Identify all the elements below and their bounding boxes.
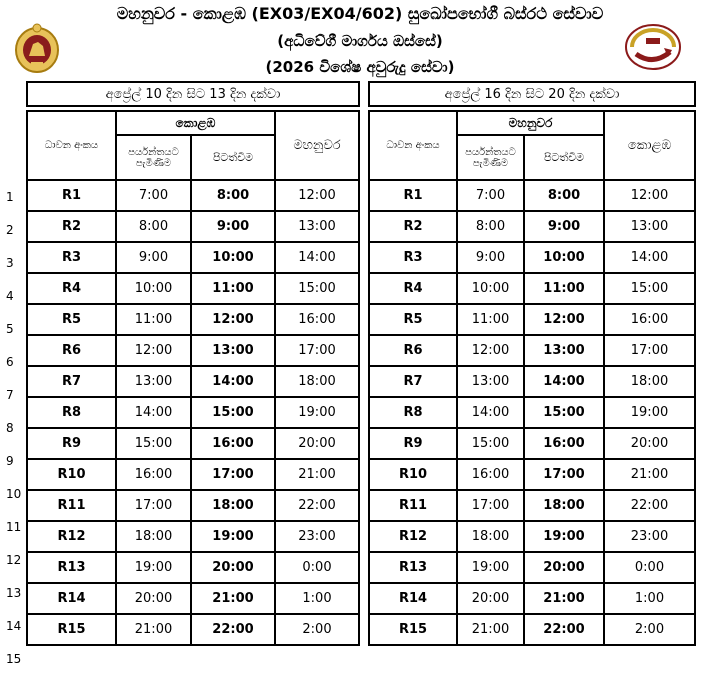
- departure-time-cell: 13:00: [191, 335, 275, 366]
- row-number: 3: [6, 256, 14, 270]
- destination-time-cell: 0:00: [275, 552, 359, 583]
- departure-time-cell: 19:00: [524, 521, 604, 552]
- departure-time-cell: 17:00: [191, 459, 275, 490]
- table-row: [369, 490, 695, 521]
- table-row: [369, 273, 695, 304]
- departure-time-cell: 22:00: [524, 614, 604, 645]
- departure-time-cell: 14:00: [191, 366, 275, 397]
- route-number-cell: R8: [27, 397, 116, 428]
- table-right-title: අප්‍රේල් 16 දින සිට 20 දින දක්වා: [369, 82, 695, 106]
- arrival-time-cell: 19:00: [116, 552, 191, 583]
- departure-time-cell: 14:00: [524, 366, 604, 397]
- departure-time-cell: 10:00: [191, 242, 275, 273]
- row-number: 12: [6, 553, 22, 567]
- departure-time-cell: 18:00: [524, 490, 604, 521]
- destination-time-cell: 0:00: [604, 552, 695, 583]
- route-number-cell: R12: [369, 521, 457, 552]
- destination-time-cell: 12:00: [275, 180, 359, 211]
- row-number: 2: [6, 223, 14, 237]
- route-number-cell: R1: [369, 180, 457, 211]
- arrival-time-cell: 12:00: [457, 335, 524, 366]
- departure-time-cell: 16:00: [191, 428, 275, 459]
- destination-time-cell: 21:00: [275, 459, 359, 490]
- table-row: [369, 335, 695, 366]
- departure-time-cell: 10:00: [524, 242, 604, 273]
- row-number: 13: [6, 586, 22, 600]
- destination-time-cell: 17:00: [604, 335, 695, 366]
- departure-time-cell: 11:00: [524, 273, 604, 304]
- departure-time-cell: 8:00: [191, 180, 275, 211]
- table-left-title: අප්‍රේල් 10 දින සිට 13 දින දක්වා: [27, 82, 359, 106]
- arrival-time-cell: 13:00: [116, 366, 191, 397]
- table-row: [27, 273, 359, 304]
- table-row: [369, 397, 695, 428]
- departure-time-cell: 21:00: [524, 583, 604, 614]
- table-row: [27, 397, 359, 428]
- destination-time-cell: 16:00: [275, 304, 359, 335]
- ntc-logo-icon: [624, 22, 682, 72]
- arrival-time-cell: 21:00: [457, 614, 524, 645]
- destination-time-cell: 17:00: [275, 335, 359, 366]
- row-number: 15: [6, 652, 22, 666]
- row-number: 8: [6, 421, 14, 435]
- table-row: [27, 521, 359, 552]
- destination-time-cell: 1:00: [604, 583, 695, 614]
- table-row: [369, 459, 695, 490]
- departure-time-cell: 21:00: [191, 583, 275, 614]
- departure-time-cell: 20:00: [191, 552, 275, 583]
- table-row: [27, 490, 359, 521]
- row-number: 14: [6, 619, 22, 633]
- departure-time-cell: 16:00: [524, 428, 604, 459]
- arrival-time-cell: 20:00: [116, 583, 191, 614]
- schedule-table-right: [368, 81, 696, 646]
- departure-time-cell: 12:00: [191, 304, 275, 335]
- route-number-cell: R5: [369, 304, 457, 335]
- departure-time-cell: 20:00: [524, 552, 604, 583]
- route-number-cell: R2: [369, 211, 457, 242]
- destination-time-cell: 21:00: [604, 459, 695, 490]
- departure-time-cell: 9:00: [191, 211, 275, 242]
- table-row: [369, 521, 695, 552]
- destination-time-cell: 1:00: [275, 583, 359, 614]
- arrival-time-cell: 18:00: [116, 521, 191, 552]
- destination-time-cell: 14:00: [275, 242, 359, 273]
- route-number-cell: R10: [27, 459, 116, 490]
- route-number-cell: R1: [27, 180, 116, 211]
- departure-time-cell: 15:00: [191, 397, 275, 428]
- departure-time-cell: 9:00: [524, 211, 604, 242]
- route-number-cell: R9: [369, 428, 457, 459]
- departure-time-cell: 11:00: [191, 273, 275, 304]
- table-row: [27, 304, 359, 335]
- destination-time-cell: 18:00: [604, 366, 695, 397]
- route-number-cell: R11: [27, 490, 116, 521]
- table-row: [369, 428, 695, 459]
- arrival-time-cell: 17:00: [116, 490, 191, 521]
- arrival-time-cell: 11:00: [457, 304, 524, 335]
- route-number-cell: R6: [27, 335, 116, 366]
- destination-time-cell: 13:00: [275, 211, 359, 242]
- table-row: [27, 242, 359, 273]
- table-row: [369, 552, 695, 583]
- arrival-header: පර්යන්තයට පැමිණිම: [457, 135, 524, 180]
- arrival-time-cell: 9:00: [116, 242, 191, 273]
- arrival-time-cell: 19:00: [457, 552, 524, 583]
- departure-time-cell: 19:00: [191, 521, 275, 552]
- arrival-time-cell: 10:00: [457, 273, 524, 304]
- table-row: [27, 211, 359, 242]
- destination-time-cell: 20:00: [604, 428, 695, 459]
- route-number-cell: R13: [27, 552, 116, 583]
- route-number-cell: R14: [369, 583, 457, 614]
- departure-time-cell: 15:00: [524, 397, 604, 428]
- arrival-time-cell: 8:00: [457, 211, 524, 242]
- row-number: 5: [6, 322, 14, 336]
- table-row: [27, 335, 359, 366]
- arrival-time-cell: 16:00: [116, 459, 191, 490]
- departure-time-cell: 8:00: [524, 180, 604, 211]
- row-number: 1: [6, 190, 14, 204]
- route-number-cell: R7: [369, 366, 457, 397]
- destination-header: මහනුවර: [275, 111, 359, 180]
- page-subtitle: (අධිවේගී මාර්ගය ඔස්සේ): [277, 32, 443, 50]
- table-row: [27, 552, 359, 583]
- route-number-cell: R4: [369, 273, 457, 304]
- route-number-cell: R12: [27, 521, 116, 552]
- destination-time-cell: 18:00: [275, 366, 359, 397]
- row-number: 9: [6, 454, 14, 468]
- route-number-cell: R9: [27, 428, 116, 459]
- table-row: [27, 366, 359, 397]
- arrival-header: පර්යන්තයට පැමිණිම: [116, 135, 191, 180]
- destination-time-cell: 15:00: [604, 273, 695, 304]
- table-row: [369, 304, 695, 335]
- route-number-header: ධාවන අංකය: [369, 111, 457, 180]
- departure-time-cell: 22:00: [191, 614, 275, 645]
- arrival-time-cell: 7:00: [457, 180, 524, 211]
- departure-time-cell: 18:00: [191, 490, 275, 521]
- destination-time-cell: 20:00: [275, 428, 359, 459]
- destination-time-cell: 15:00: [275, 273, 359, 304]
- arrival-time-cell: 20:00: [457, 583, 524, 614]
- table-row: [369, 366, 695, 397]
- departure-time-cell: 12:00: [524, 304, 604, 335]
- row-number: 6: [6, 355, 14, 369]
- arrival-time-cell: 11:00: [116, 304, 191, 335]
- arrival-time-cell: 9:00: [457, 242, 524, 273]
- table-row: [27, 428, 359, 459]
- arrival-time-cell: 7:00: [116, 180, 191, 211]
- route-number-header: ධාවන අංකය: [27, 111, 116, 180]
- destination-time-cell: 16:00: [604, 304, 695, 335]
- arrival-time-cell: 18:00: [457, 521, 524, 552]
- destination-time-cell: 22:00: [604, 490, 695, 521]
- table-row: [369, 211, 695, 242]
- row-number: 4: [6, 289, 14, 303]
- route-number-cell: R2: [27, 211, 116, 242]
- route-number-cell: R5: [27, 304, 116, 335]
- table-row: [369, 614, 695, 645]
- route-number-cell: R15: [369, 614, 457, 645]
- destination-time-cell: 23:00: [275, 521, 359, 552]
- departure-header: පිටත්වීම: [524, 135, 604, 180]
- destination-time-cell: 13:00: [604, 211, 695, 242]
- arrival-time-cell: 21:00: [116, 614, 191, 645]
- route-number-cell: R11: [369, 490, 457, 521]
- route-number-cell: R3: [369, 242, 457, 273]
- route-number-cell: R4: [27, 273, 116, 304]
- arrival-time-cell: 15:00: [116, 428, 191, 459]
- arrival-time-cell: 8:00: [116, 211, 191, 242]
- arrival-time-cell: 14:00: [116, 397, 191, 428]
- arrival-time-cell: 10:00: [116, 273, 191, 304]
- departure-time-cell: 17:00: [524, 459, 604, 490]
- group-header: මහනුවර: [457, 111, 604, 135]
- row-number: 10: [6, 487, 22, 501]
- group-header: කොළඹ: [116, 111, 275, 135]
- route-number-cell: R3: [27, 242, 116, 273]
- table-row: [369, 242, 695, 273]
- route-number-cell: R7: [27, 366, 116, 397]
- page-edition: (2026 විශේෂ අවුරුදු සේවා): [265, 58, 455, 76]
- arrival-time-cell: 16:00: [457, 459, 524, 490]
- table-row: [369, 583, 695, 614]
- row-number: 11: [6, 520, 22, 534]
- route-number-cell: R15: [27, 614, 116, 645]
- route-number-cell: R14: [27, 583, 116, 614]
- table-row: [369, 180, 695, 211]
- route-number-cell: R13: [369, 552, 457, 583]
- arrival-time-cell: 12:00: [116, 335, 191, 366]
- schedule-table-left: [26, 81, 360, 646]
- table-row: [27, 583, 359, 614]
- departure-header: පිටත්වීම: [191, 135, 275, 180]
- table-row: [27, 459, 359, 490]
- destination-time-cell: 19:00: [275, 397, 359, 428]
- destination-time-cell: 2:00: [275, 614, 359, 645]
- route-number-cell: R6: [369, 335, 457, 366]
- route-number-cell: R10: [369, 459, 457, 490]
- destination-time-cell: 23:00: [604, 521, 695, 552]
- arrival-time-cell: 17:00: [457, 490, 524, 521]
- destination-time-cell: 19:00: [604, 397, 695, 428]
- table-row: [27, 614, 359, 645]
- table-row: [27, 180, 359, 211]
- row-number: 7: [6, 388, 14, 402]
- arrival-time-cell: 13:00: [457, 366, 524, 397]
- destination-time-cell: 14:00: [604, 242, 695, 273]
- destination-header: කොළඹ: [604, 111, 695, 180]
- sri-lanka-emblem-icon: [14, 22, 60, 74]
- arrival-time-cell: 14:00: [457, 397, 524, 428]
- departure-time-cell: 13:00: [524, 335, 604, 366]
- destination-time-cell: 2:00: [604, 614, 695, 645]
- arrival-time-cell: 15:00: [457, 428, 524, 459]
- route-number-cell: R8: [369, 397, 457, 428]
- destination-time-cell: 12:00: [604, 180, 695, 211]
- destination-time-cell: 22:00: [275, 490, 359, 521]
- page-title: මහනුවර - කොළඹ (EX03/EX04/602) සුඛෝපභෝගී බස්රථ සේවාව: [116, 4, 604, 23]
